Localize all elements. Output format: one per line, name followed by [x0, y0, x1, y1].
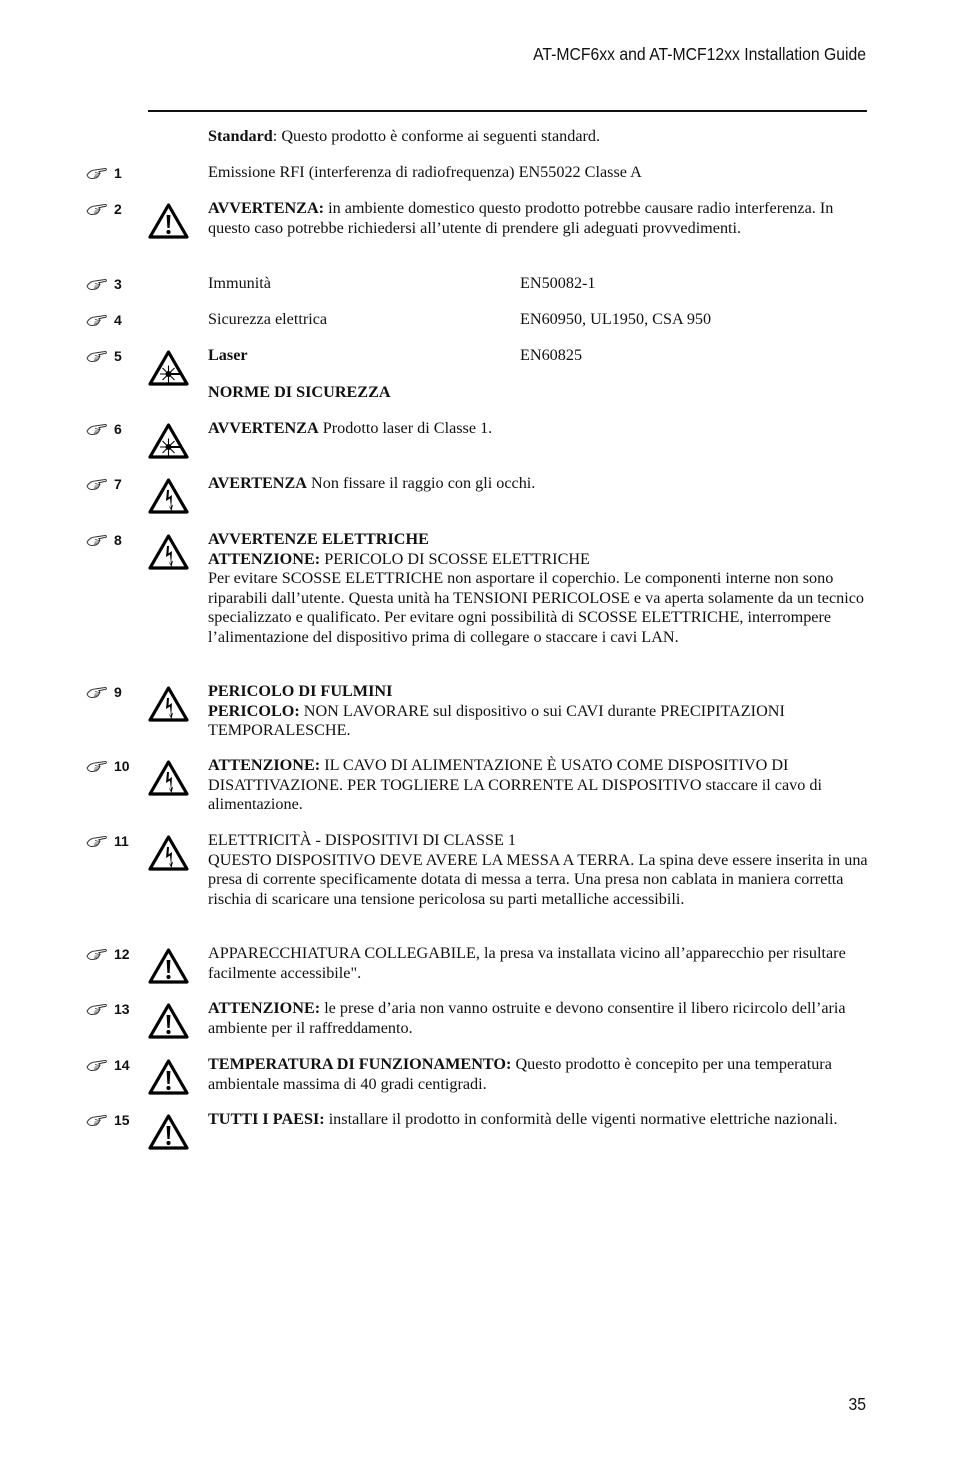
item-number: 5 — [114, 348, 122, 364]
section-title — [208, 383, 868, 403]
item-text: Non fissare il raggio con gli occhi. — [306, 474, 536, 492]
item-paragraph — [208, 199, 868, 238]
item-body — [208, 702, 868, 741]
pointing-hand-icon — [86, 1113, 108, 1127]
warning-exclamation-icon — [148, 1003, 189, 1039]
pointing-hand-icon — [86, 1002, 108, 1016]
item-text: APPARECCHIATURA COLLEGABILE, la presa va installata vicino all’apparecchio per risultare facilmente accessibile". — [208, 944, 846, 982]
pointing-hand-icon — [86, 834, 108, 848]
pointing-hand-icon — [86, 947, 108, 961]
standard-paragraph — [208, 127, 868, 147]
item-bold-lead: AVVERTENZA — [208, 419, 319, 437]
item-paragraph — [208, 474, 868, 494]
item-value: EN60950, UL1950, CSA 950 — [520, 310, 712, 328]
item-text: Per evitare SCOSSE ELETTRICHE non asportare il coperchio. Le componenti interne non sono riparabili dall’utente. Questa unità ha TENSIONI PERICOLOSE e va aperta solamente da un tecnico specializzato e qualificato. Per evitare ogni possibilità di SCOSSE ELETTRICHE, interrompere l’alimentazione del dispositivo prima di collegare o staccare i cavi LAN. — [208, 569, 864, 646]
item-marker — [86, 199, 146, 219]
item-marker — [86, 831, 146, 851]
warning-exclamation-icon — [148, 1114, 189, 1150]
item-paragraph — [208, 1055, 868, 1094]
standard-label: Standard — [208, 127, 273, 145]
item-number: 9 — [114, 684, 122, 700]
section-title-text: NORME DI SICUREZZA — [208, 383, 391, 401]
laser-warning-icon — [148, 423, 189, 459]
item-marker — [86, 1110, 146, 1130]
item-title-text: PERICOLO DI FULMINI — [208, 682, 393, 700]
item-marker — [86, 346, 146, 366]
item-text: in ambiente domestico questo prodotto potrebbe causare radio interferenza. In questo caso potrebbe richiedersi all’utente di prendere gli adeguati provvedimenti. — [208, 199, 834, 237]
pointing-hand-icon — [86, 202, 108, 216]
item-bold-lead: AVVERTENZA: — [208, 199, 325, 217]
pointing-hand-icon — [86, 277, 108, 291]
item-number: 4 — [114, 312, 122, 328]
pointing-hand-icon — [86, 166, 108, 180]
item-bold-lead: ATTENZIONE: — [208, 756, 321, 774]
electrical-hazard-icon — [148, 534, 189, 570]
item-bold-lead: TEMPERATURA DI FUNZIONAMENTO: — [208, 1055, 512, 1073]
item-marker — [86, 682, 146, 702]
item-paragraph — [208, 530, 868, 647]
item-paragraph — [208, 999, 868, 1038]
item-paragraph — [208, 682, 868, 741]
warning-exclamation-icon — [148, 203, 189, 239]
item-bold-lead: TUTTI I PAESI: — [208, 1110, 325, 1128]
item-number: 3 — [114, 276, 122, 292]
item-marker — [86, 756, 146, 776]
item-number: 11 — [114, 833, 129, 849]
item-title — [208, 530, 868, 550]
item-bold-lead: PERICOLO: — [208, 701, 300, 720]
item-bold-lead: AVERTENZA — [208, 474, 307, 492]
item-bold-lead: ATTENZIONE: — [208, 999, 321, 1017]
item-paragraph — [208, 419, 868, 439]
item-value: EN50082-1 — [520, 274, 596, 292]
item-marker — [86, 944, 146, 964]
item-number: 6 — [114, 421, 122, 437]
running-header: AT-MCF6xx and AT-MCF12xx Installation Guide — [533, 44, 866, 64]
electrical-hazard-icon — [148, 686, 189, 722]
pointing-hand-icon — [86, 759, 108, 773]
pointing-hand-icon — [86, 533, 108, 547]
item-number: 1 — [114, 165, 122, 181]
item-subline: ELETTRICITÀ - DISPOSITIVI DI CLASSE 1 — [208, 831, 516, 849]
item-paragraph — [208, 756, 868, 815]
electrical-hazard-icon — [148, 478, 189, 514]
item-marker — [86, 274, 146, 294]
pointing-hand-icon — [86, 349, 108, 363]
item-text: NON LAVORARE sul dispositivo o sui CAVI durante PRECIPITAZIONI TEMPORALESCHE. — [208, 701, 785, 739]
item-number: 13 — [114, 1001, 130, 1017]
item-number: 10 — [114, 758, 130, 774]
header-rule — [148, 110, 867, 112]
item-text: Emissione RFI (interferenza di radiofrequenza) EN55022 Classe A — [208, 163, 642, 181]
pointing-hand-icon — [86, 477, 108, 491]
item-subline-text: PERICOLO DI SCOSSE ELETTRICHE — [320, 549, 590, 568]
item-text: Prodotto laser di Classe 1. — [318, 419, 493, 437]
warning-exclamation-icon — [148, 948, 189, 984]
electrical-hazard-icon — [148, 835, 189, 871]
item-number: 8 — [114, 532, 122, 548]
pointing-hand-icon — [86, 422, 108, 436]
pointing-hand-icon — [86, 1058, 108, 1072]
item-text: Questo prodotto è concepito per una temperatura ambientale massima di 40 gradi centigradi. — [208, 1055, 832, 1093]
item-bold-lead: ATTENZIONE: — [208, 549, 321, 568]
item-number: 14 — [114, 1057, 130, 1073]
item-label: Immunità — [208, 274, 271, 292]
item-number: 15 — [114, 1112, 130, 1128]
item-number: 12 — [114, 946, 130, 962]
item-marker — [86, 163, 146, 183]
item-marker — [86, 1055, 146, 1075]
electrical-hazard-icon — [148, 760, 189, 796]
laser-warning-icon — [148, 350, 189, 386]
item-title — [208, 682, 868, 702]
item-title-text: AVVERTENZE ELETTRICHE — [208, 530, 429, 548]
item-marker — [86, 999, 146, 1019]
item-paragraph — [208, 1110, 868, 1130]
item-subline — [208, 550, 868, 570]
item-label: Sicurezza elettrica — [208, 310, 328, 328]
pointing-hand-icon — [86, 313, 108, 327]
item-marker — [86, 310, 146, 330]
item-text: QUESTO DISPOSITIVO DEVE AVERE LA MESSA A TERRA. La spina deve essere inserita in una presa di corrente specificamente dotata di messa a terra. Una presa non cablata in maniera corretta rischia di scaricare una tensione pericolosa su parti metalliche accessibili. — [208, 850, 868, 908]
item-value: EN60825 — [520, 346, 583, 364]
item-number: 2 — [114, 201, 122, 217]
page-number: 35 — [848, 1394, 866, 1414]
item-text: installare il prodotto in conformità delle vigenti normative elettriche nazionali. — [324, 1110, 838, 1128]
item-bold-label: Laser — [208, 346, 248, 364]
item-marker — [86, 530, 146, 550]
item-number: 7 — [114, 476, 122, 492]
item-marker — [86, 419, 146, 439]
item-text: le prese d’aria non vanno ostruite e devono consentire il libero ricircolo dell’aria ambiente per il raffreddamento. — [208, 999, 846, 1037]
warning-exclamation-icon — [148, 1059, 189, 1095]
item-marker — [86, 474, 146, 494]
standard-text: : Questo prodotto è conforme ai seguenti standard. — [272, 127, 601, 145]
item-paragraph — [208, 831, 868, 909]
item-text: IL CAVO DI ALIMENTAZIONE È USATO COME DISPOSITIVO DI DISATTIVAZIONE. PER TOGLIERE LA CORRENTE AL DISPOSITIVO staccare il cavo di alimentazione. — [208, 756, 823, 813]
pointing-hand-icon — [86, 685, 108, 699]
